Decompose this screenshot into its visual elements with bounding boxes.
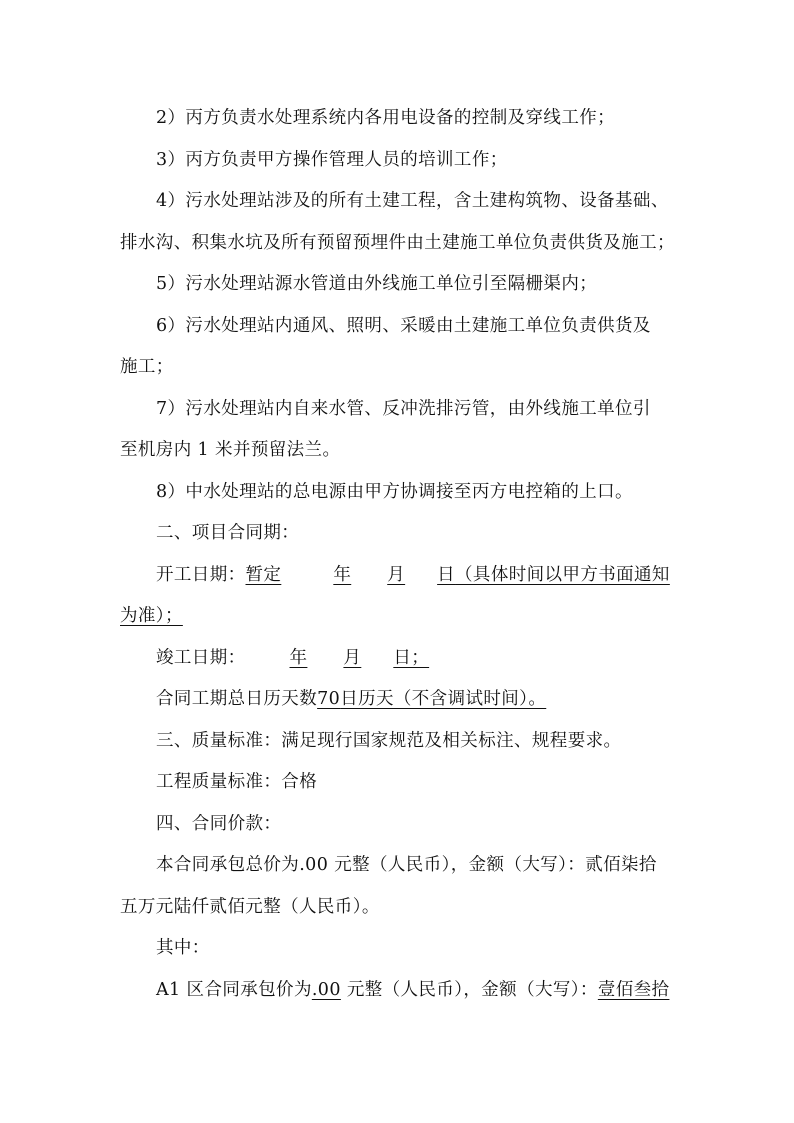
total-price-line-cont: 五万元陆仟贰佰元整（人民币）。 xyxy=(120,896,380,917)
start-date-note: （具体时间以甲方书面通知 xyxy=(455,564,670,585)
start-date-note-cont: 为准）； xyxy=(120,606,183,626)
start-date-field xyxy=(246,565,670,585)
duration-field xyxy=(317,689,546,709)
duration-prefix: 合同工期总日历天数 xyxy=(156,689,318,709)
clause-4: 4）污水处理站涉及的所有土建工程，含土建构筑物、设备基础、 xyxy=(156,191,669,211)
end-date-line xyxy=(120,638,675,680)
a1-amount: 壹佰叁拾 xyxy=(597,979,670,1000)
duration-value: 70 xyxy=(317,689,341,709)
clause-5: 5）污水处理站源水管道由外线施工单位引至隔栅渠内； xyxy=(156,274,598,294)
duration-line xyxy=(120,679,675,721)
duration-suffix: 日历天（不含调试时间）。 xyxy=(340,689,547,709)
clause-4-cont: 排水沟、积集水坑及所有预留预埋件由土建施工单位负责供货及施工； xyxy=(120,232,675,253)
section-2-heading: 二、项目合同期： xyxy=(156,523,300,543)
end-date-month: 月 xyxy=(343,647,362,668)
start-date-day: 日 xyxy=(437,564,456,585)
section-4-heading: 四、合同价款： xyxy=(156,813,282,834)
start-date-month: 月 xyxy=(387,564,406,585)
clause-2: 2）丙方负责水处理系统内各用电设备的控制及穿线工作； xyxy=(156,108,616,128)
a1-label: A1 xyxy=(156,979,181,1000)
clause-3: 3）丙方负责甲方操作管理人员的培训工作； xyxy=(156,149,508,170)
clause-6-cont: 施工； xyxy=(120,357,174,377)
start-date-year: 年 xyxy=(333,564,352,585)
clause-8: 8）中水处理站的总电源由甲方协调接至丙方电控箱的上口。 xyxy=(156,481,633,502)
end-date-field xyxy=(246,648,430,668)
end-date-year: 年 xyxy=(289,647,308,668)
clause-6: 6）污水处理站内通风、照明、采暖由土建施工单位负责供货及 xyxy=(156,315,651,336)
clause-7: 7）污水处理站内自来水管、反冲洗排污管，由外线施工单位引 xyxy=(156,398,651,419)
start-date-line xyxy=(120,555,675,597)
document-page xyxy=(120,98,675,1011)
quality-standard: 工程质量标准：合格 xyxy=(156,772,318,792)
a1-text-1: 区合同承包价为 xyxy=(180,979,312,1000)
clause-7-cont: 至机房内 1 米并预留法兰。 xyxy=(120,440,341,460)
end-date-day: 日； xyxy=(393,647,430,668)
of-which: 其中： xyxy=(156,938,210,958)
end-date-label: 竣工日期： xyxy=(156,647,246,668)
section-3-heading: 三、质量标准：满足现行国家规范及相关标注、规程要求。 xyxy=(156,730,622,751)
start-date-label: 开工日期： xyxy=(156,564,246,585)
a1-text-2: 元整（人民币），金额（大写）： xyxy=(340,979,598,1000)
a1-price: .00 xyxy=(311,979,341,1000)
total-price-line: 本合同承包总价为.00 元整（人民币），金额（大写）：贰佰柒拾 xyxy=(156,855,657,875)
a1-price-line xyxy=(120,970,675,1012)
start-date-line-cont xyxy=(120,596,675,638)
start-date-tentative: 暂定 xyxy=(245,564,282,585)
